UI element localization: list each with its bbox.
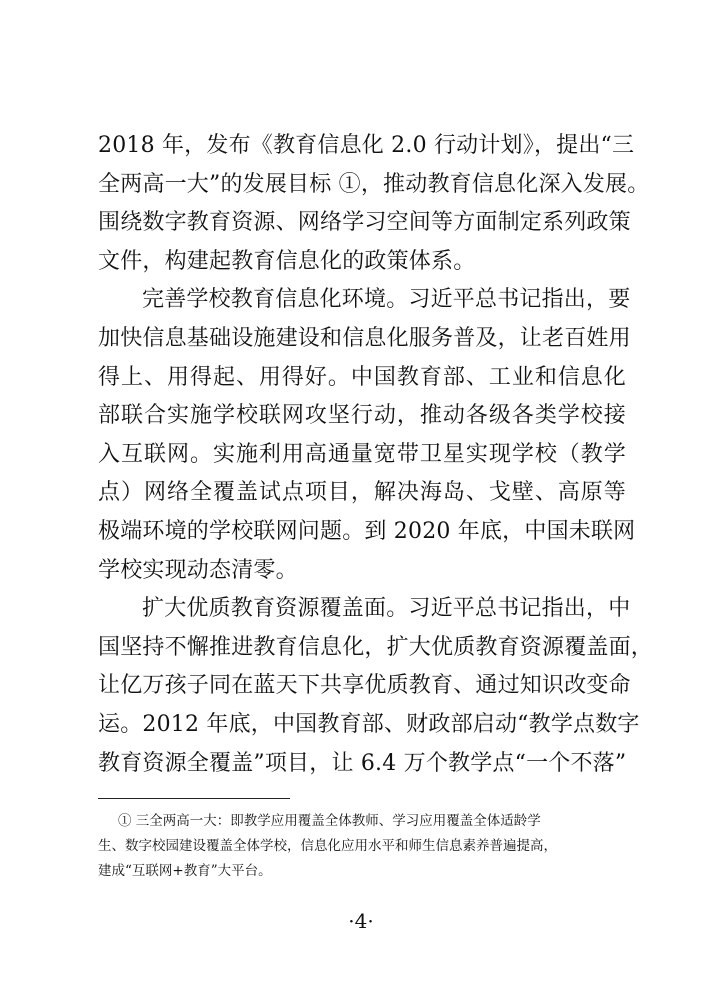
footnote-line: ① 三全两高一大：即教学应用覆盖全体教师、学习应用覆盖全体适龄学 xyxy=(118,813,541,829)
body-line: 极端环境的学校联网问题。到 2020 年底，中国未联网 xyxy=(98,518,636,544)
body-line: 围绕数字教育资源、网络学习空间等方面制定系列政策 xyxy=(98,210,631,236)
paragraph-start-line: 完善学校教育信息化环境。习近平总书记指出，要 xyxy=(142,287,631,313)
footnotes xyxy=(98,809,598,884)
body-text xyxy=(98,127,654,783)
body-line: 得上、用得起、用得好。中国教育部、工业和信息化 xyxy=(98,364,626,390)
body-line: 全两高一大”的发展目标 ①，推动教育信息化深入发展。 xyxy=(98,171,650,197)
page-number: ·4· xyxy=(348,909,374,933)
footnote-divider xyxy=(98,798,290,799)
body-line: 2018 年，发布《教育信息化 2.0 行动计划》，提出“三 xyxy=(98,133,635,158)
body-line: 教育资源全覆盖”项目，让 6.4 万个教学点“一个不落” xyxy=(98,750,627,776)
body-line: 点）网络全覆盖试点项目，解决海岛、戈壁、高原等 xyxy=(98,480,626,506)
footnote-line: 生、数字校园建设覆盖全体学校，信息化应用水平和师生信息素养普遍提高， xyxy=(98,838,557,854)
paragraph-start-line: 扩大优质教育资源覆盖面。习近平总书记指出，中 xyxy=(142,596,631,622)
body-line: 部联合实施学校联网攻坚行动，推动各级各类学校接 xyxy=(98,403,626,429)
body-line: 入互联网。实施利用高通量宽带卫星实现学校（教学 xyxy=(98,441,626,467)
body-line: 学校实现动态清零。 xyxy=(98,557,298,583)
body-line: 加快信息基础设施建设和信息化服务普及，让老百姓用 xyxy=(98,325,631,351)
body-line: 运。2012 年底，中国教育部、财政部启动“教学点数字 xyxy=(98,711,640,737)
body-line: 文件，构建起教育信息化的政策体系。 xyxy=(98,248,476,274)
footnote-line: 建成“互联网+教育”大平台。 xyxy=(98,863,272,879)
body-line: 让亿万孩子同在蓝天下共享优质教育、通过知识改变命 xyxy=(98,673,631,699)
body-line: 国坚持不懈推进教育信息化，扩大优质教育资源覆盖面， xyxy=(98,634,654,660)
